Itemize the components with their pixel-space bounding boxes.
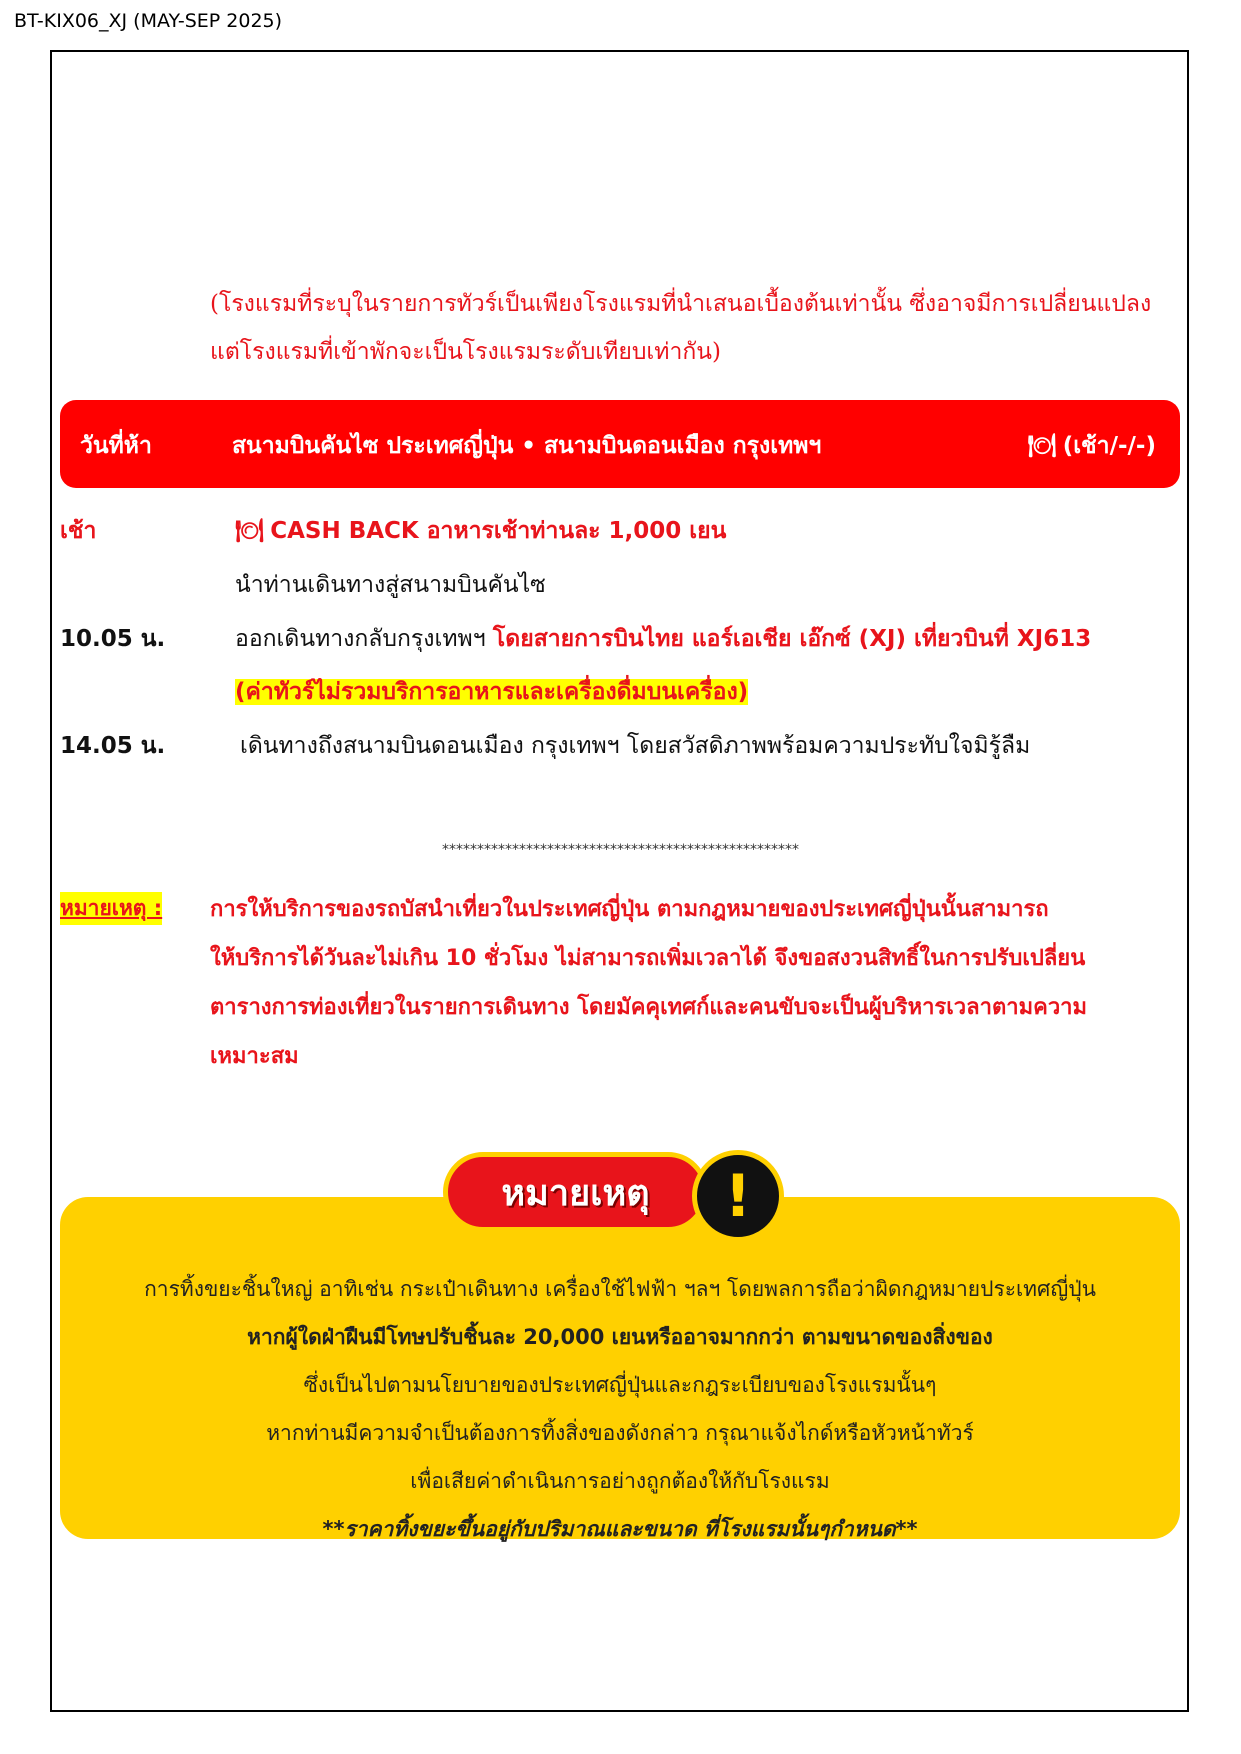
notice-title-badge: หมายเหตุ xyxy=(443,1152,708,1232)
arrive-text: เดินทางถึงสนามบินดอนเมือง กรุงเทพฯ โดยสวัสดิภาพพร้อมความประทับใจมิรู้ลืม xyxy=(240,733,1031,759)
remark-line-1: การให้บริการของรถบัสนำเที่ยวในประเทศญี่ปุ่น ตามกฎหมายของประเทศญี่ปุ่นนั้นสามารถ xyxy=(210,897,1049,922)
notice-text xyxy=(60,1265,1180,1553)
day-label: วันที่ห้า xyxy=(80,433,152,459)
remark-line-2: ให้บริการได้วันละไม่เกิน 10 ชั่วโมง ไม่สามารถเพิ่มเวลาได้ จึงขอสงวนสิทธิ์ในการปรับเปลี่ยน xyxy=(210,946,1086,971)
day-header-bar xyxy=(60,400,1180,488)
hotel-disclaimer-line-1: (โรงแรมที่ระบุในรายการทัวร์เป็นเพียงโรงแรมที่นำเสนอเบื้องต้นเท่านั้น ซึ่งอาจมีการเปลี่ยนแปลง xyxy=(210,291,1152,317)
notice-line-4: หากท่านมีความจำเป็นต้องการทิ้งสิ่งของดังกล่าว กรุณาแจ้งไกด์หรือหัวหน้าทัวร์ xyxy=(266,1421,974,1445)
remark-label: หมายเหตุ : xyxy=(60,892,162,925)
notice-line-3: ซึ่งเป็นไปตามนโยบายของประเทศญี่ปุ่นและกฎระเบียบของโรงแรมนั้นๆ xyxy=(303,1373,937,1397)
notice-line-5-emphasis: **ราคาทิ้งขยะขึ้นอยู่กับปริมาณและขนาด ที่โรงแรมนั้นๆกำหนด** xyxy=(322,1517,918,1541)
arrive-time: 14.05 น. xyxy=(60,733,166,759)
cashback-line xyxy=(235,513,726,549)
depart-text: ออกเดินทางกลับกรุงเทพฯ xyxy=(235,626,486,652)
remark-line-3: ตารางการท่องเที่ยวในรายการเดินทาง โดยมัคคุเทศก์และคนขับจะเป็นผู้บริหารเวลาตามความ xyxy=(210,995,1088,1020)
meal-note-line xyxy=(235,674,748,710)
separator: *************************************************** xyxy=(442,842,799,858)
notice-line-5-prefix: เพื่อเสียค่าดำเนินการอย่างถูกต้องให้กับโรงแรม xyxy=(410,1469,830,1493)
depart-flight: โดยสายการบินไทย แอร์เอเชีย เอ๊กซ์ (XJ) เที่ยวบินที่ XJ613 xyxy=(492,626,1092,652)
day-route: สนามบินคันไซ ประเทศญี่ปุ่น • สนามบินดอนเมือง กรุงเทพฯ xyxy=(232,433,822,459)
hotel-disclaimer xyxy=(210,280,1190,376)
meal-icon: 🍽 xyxy=(1027,433,1057,459)
notice-line-5 xyxy=(60,1457,1180,1553)
meal-note: (ค่าทัวร์ไม่รวมบริการอาหารและเครื่องดื่มบนเครื่อง) xyxy=(235,679,749,705)
cashback-text: CASH BACK อาหารเช้าท่านละ 1,000 เยน xyxy=(270,518,727,544)
day-meals xyxy=(1027,428,1156,464)
hotel-disclaimer-line-2: แต่โรงแรมที่เข้าพักจะเป็นโรงแรมระดับเทียบเท่ากัน) xyxy=(210,339,721,365)
depart-line xyxy=(235,621,1091,657)
morning-label: เช้า xyxy=(60,518,97,544)
remark-text xyxy=(210,885,1180,1081)
document-code: BT-KIX06_XJ (MAY-SEP 2025) xyxy=(14,10,283,32)
transfer-text: นำท่านเดินทางสู่สนามบินคันไซ xyxy=(235,572,546,598)
meals-text: (เช้า/-/-) xyxy=(1062,433,1156,459)
notice-line-2: หากผู้ใดฝ่าฝืนมีโทษปรับชิ้นละ 20,000 เยนหรืออาจมากกว่า ตามขนาดของสิ่งของ xyxy=(247,1325,993,1349)
remark-line-4: เหมาะสม xyxy=(210,1044,299,1069)
notice-line-1: การทิ้งขยะชิ้นใหญ่ อาทิเช่น กระเป๋าเดินทาง เครื่องใช้ไฟฟ้า ฯลฯ โดยพลการถือว่าผิดกฎหมายประเทศญี่ปุ่น xyxy=(144,1277,1096,1301)
exclamation-icon: ! xyxy=(692,1150,784,1242)
meal-icon: 🍽 xyxy=(235,518,265,544)
depart-time: 10.05 น. xyxy=(60,626,166,652)
